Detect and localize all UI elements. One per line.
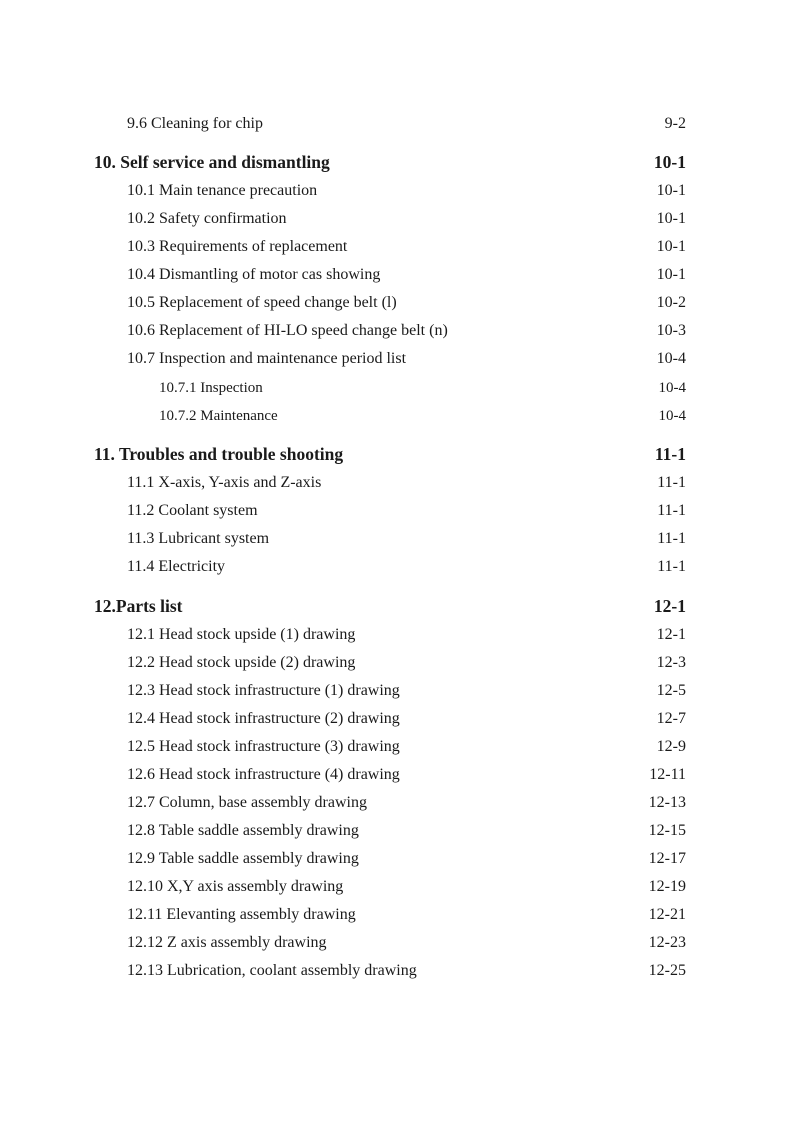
toc-entry-12-5[interactable] (0, 735, 793, 759)
toc-entry-page: 10-1 (656, 210, 686, 227)
toc-entry-12-11[interactable] (0, 903, 793, 927)
toc-entry-page: 10-4 (658, 380, 686, 396)
toc-entry-page: 10-4 (656, 350, 686, 367)
toc-chapter-10[interactable] (0, 150, 793, 174)
toc-entry-page: 12-13 (648, 794, 686, 811)
toc-entry-title: 10.3 Requirements of replacement (127, 238, 348, 255)
toc-entry-title: 12.4 Head stock infrastructure (2) drawing (127, 710, 400, 727)
toc-entry-page: 10-3 (656, 322, 686, 339)
toc-entry-title: 10.2 Safety confirmation (127, 210, 287, 227)
toc-entry-title: 10.4 Dismantling of motor cas showing (127, 266, 381, 283)
toc-chapter-title: 10. Self service and dismantling (94, 152, 330, 172)
toc-entry-page: 10-4 (658, 408, 686, 424)
toc-entry-page: 11-1 (657, 530, 686, 547)
toc-entry-12-13[interactable] (0, 959, 793, 983)
toc-chapter-page: 10-1 (653, 152, 686, 172)
toc-entry-page: 11-1 (657, 558, 686, 575)
toc-entry-title: 12.11 Elevanting assembly drawing (127, 906, 356, 923)
toc-entry-11-2[interactable] (0, 499, 793, 523)
toc-entry-page: 11-1 (657, 502, 686, 519)
toc-entry-page: 12-23 (648, 934, 686, 951)
toc-entry-page: 12-5 (656, 682, 686, 699)
toc-entry-title: 12.13 Lubrication, coolant assembly drawing (127, 962, 417, 979)
toc-entry-9-6[interactable] (0, 112, 793, 136)
toc-chapter-title: 11. Troubles and trouble shooting (94, 444, 344, 464)
toc-entry-title: 11.1 X-axis, Y-axis and Z-axis (127, 474, 322, 491)
toc-entry-page: 10-1 (656, 238, 686, 255)
toc-entry-10-7-1[interactable] (0, 376, 793, 400)
toc-entry-title: 11.4 Electricity (127, 558, 226, 575)
toc-entry-10-6[interactable] (0, 319, 793, 343)
toc-entry-11-1[interactable] (0, 471, 793, 495)
toc-entry-title: 12.2 Head stock upside (2) drawing (127, 654, 356, 671)
toc-entry-10-2[interactable] (0, 207, 793, 231)
toc-entry-10-1[interactable] (0, 179, 793, 203)
toc-entry-title: 12.5 Head stock infrastructure (3) drawing (127, 738, 400, 755)
toc-entry-12-3[interactable] (0, 679, 793, 703)
toc-entry-10-4[interactable] (0, 263, 793, 287)
toc-entry-title: 10.7.2 Maintenance (159, 408, 278, 424)
toc-chapter-page: 11-1 (654, 444, 686, 464)
toc-entry-12-4[interactable] (0, 707, 793, 731)
toc-entry-title: 10.6 Replacement of HI-LO speed change belt (n) (127, 322, 448, 339)
toc-entry-12-12[interactable] (0, 931, 793, 955)
toc-chapter-page: 12-1 (653, 596, 686, 616)
toc-entry-title: 12.8 Table saddle assembly drawing (127, 822, 359, 839)
toc-chapter-12[interactable] (0, 594, 793, 618)
toc-entry-12-1[interactable] (0, 623, 793, 647)
toc-entry-title: 12.12 Z axis assembly drawing (127, 934, 327, 951)
toc-entry-page: 10-1 (656, 266, 686, 283)
toc-entry-11-4[interactable] (0, 555, 793, 579)
toc-chapter-11[interactable] (0, 442, 793, 466)
toc-entry-12-7[interactable] (0, 791, 793, 815)
toc-entry-page: 12-7 (656, 710, 686, 727)
toc-entry-page: 12-11 (649, 766, 686, 783)
toc-entry-title: 12.6 Head stock infrastructure (4) drawing (127, 766, 400, 783)
toc-entry-title: 12.10 X,Y axis assembly drawing (127, 878, 344, 895)
toc-entry-title: 11.3 Lubricant system (127, 530, 270, 547)
toc-entry-12-6[interactable] (0, 763, 793, 787)
toc-entry-12-2[interactable] (0, 651, 793, 675)
toc-entry-page: 12-17 (648, 850, 686, 867)
toc-entry-page: 12-1 (656, 626, 686, 643)
toc-entry-page: 12-3 (656, 654, 686, 671)
toc-entry-11-3[interactable] (0, 527, 793, 551)
toc-entry-title: 12.1 Head stock upside (1) drawing (127, 626, 356, 643)
toc-entry-12-9[interactable] (0, 847, 793, 871)
toc-entry-page: 12-15 (648, 822, 686, 839)
toc-entry-page: 12-19 (648, 878, 686, 895)
toc-entry-title: 11.2 Coolant system (127, 502, 258, 519)
toc-entry-page: 10-2 (656, 294, 686, 311)
toc-entry-page: 12-21 (648, 906, 686, 923)
toc-entry-title: 10.7.1 Inspection (159, 380, 263, 396)
toc-entry-page: 12-9 (656, 738, 686, 755)
toc-entry-title: 12.7 Column, base assembly drawing (127, 794, 367, 811)
toc-entry-title: 12.3 Head stock infrastructure (1) drawing (127, 682, 400, 699)
toc-chapter-title: 12.Parts list (94, 596, 183, 616)
toc-entry-title: 10.7 Inspection and maintenance period list (127, 350, 407, 367)
toc-entry-10-3[interactable] (0, 235, 793, 259)
toc-entry-title: 12.9 Table saddle assembly drawing (127, 850, 359, 867)
toc-entry-page: 9-2 (664, 115, 686, 132)
toc-entry-10-7-2[interactable] (0, 404, 793, 428)
toc-entry-12-10[interactable] (0, 875, 793, 899)
toc-entry-page: 11-1 (657, 474, 686, 491)
toc-entry-page: 12-25 (648, 962, 686, 979)
toc-entry-10-7[interactable] (0, 347, 793, 371)
toc-entry-page: 10-1 (656, 182, 686, 199)
toc-entry-title: 9.6 Cleaning for chip (127, 115, 263, 132)
toc-entry-title: 10.1 Main tenance precaution (127, 182, 318, 199)
toc-entry-10-5[interactable] (0, 291, 793, 315)
toc-entry-title: 10.5 Replacement of speed change belt (l) (127, 294, 397, 311)
toc-entry-12-8[interactable] (0, 819, 793, 843)
